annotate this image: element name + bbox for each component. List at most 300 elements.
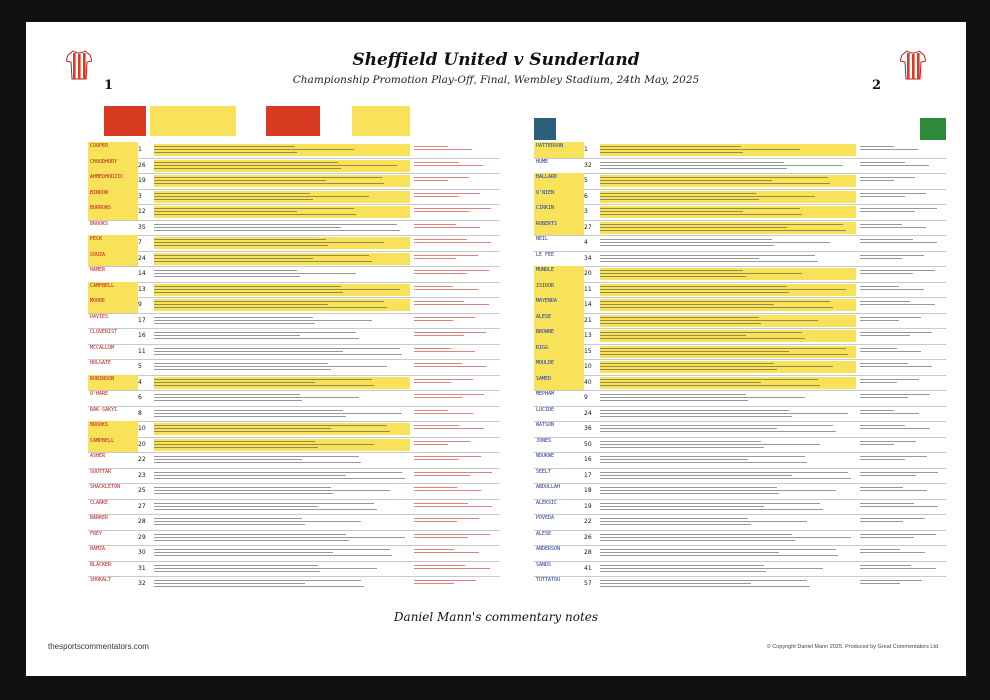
player-row (88, 483, 500, 500)
player-name: SOUZA (88, 251, 138, 267)
player-name: CAMPBELL (88, 437, 138, 453)
side-notes (414, 222, 498, 234)
side-notes (860, 361, 944, 373)
player-row (534, 173, 946, 190)
right-page-header (534, 104, 946, 140)
player-name: CIRKIN (534, 204, 584, 220)
handwritten-notes (154, 532, 410, 544)
handwritten-notes (154, 377, 410, 389)
player-number: 1 (584, 146, 588, 153)
handwritten-notes (600, 485, 856, 497)
player-name: SEELT (536, 468, 552, 475)
player-row (534, 545, 946, 562)
handwritten-notes (600, 237, 856, 249)
player-number: 19 (584, 502, 592, 510)
handwritten-notes (154, 423, 410, 435)
player-name: MOORE (88, 297, 138, 313)
player-name: ALESE (536, 530, 552, 537)
player-name: BALLARD (534, 173, 584, 189)
player-number: 20 (584, 270, 592, 277)
player-row (534, 561, 946, 578)
player-row (88, 344, 500, 361)
player-name: CAMPBELL (88, 282, 138, 298)
player-row (88, 390, 500, 407)
player-row (534, 375, 946, 392)
player-number: 50 (584, 440, 592, 448)
handwritten-notes (600, 315, 856, 327)
player-name: SHACKLETON (90, 484, 121, 490)
player-row (534, 297, 946, 314)
handwritten-notes (600, 330, 856, 342)
player-name: ISIDOR (534, 282, 584, 298)
side-notes (860, 454, 944, 466)
player-row (88, 251, 500, 268)
player-number: 22 (138, 456, 146, 463)
side-notes (414, 144, 498, 156)
player-name: BROOKS (88, 421, 138, 437)
player-name: ROBERTS (534, 220, 584, 236)
handwritten-notes (600, 532, 856, 544)
player-number: 32 (138, 580, 146, 587)
player-name: SANDS (536, 561, 552, 568)
player-row (534, 158, 946, 175)
player-number: 41 (584, 564, 592, 572)
side-notes (414, 315, 498, 327)
player-name: JONES (536, 437, 552, 444)
page-subtitle: Championship Promotion Play-Off, Final, Wembley Stadium, 24th May, 2025 (292, 74, 700, 86)
player-row (534, 142, 946, 159)
handwritten-notes (154, 191, 410, 203)
player-row (534, 483, 946, 500)
sunderland-shirt-icon (900, 50, 926, 80)
player-number: 23 (138, 471, 146, 479)
side-notes (414, 454, 498, 466)
side-notes (860, 222, 944, 234)
side-notes (414, 191, 498, 203)
player-name: MCCALLUM (90, 344, 115, 351)
side-notes (414, 532, 498, 544)
player-name: MUNDLE (534, 266, 584, 282)
player-row (88, 313, 500, 330)
player-name: HAMZA (90, 546, 106, 552)
handwritten-notes (600, 144, 856, 156)
player-number: 10 (584, 363, 592, 370)
player-row (534, 468, 946, 485)
handwritten-notes (600, 423, 856, 435)
player-number: 40 (584, 378, 592, 386)
side-notes (860, 315, 944, 327)
handwritten-notes (600, 392, 856, 404)
side-notes (860, 175, 944, 187)
website-label: thesportscommentators.com (48, 642, 149, 651)
player-row (88, 235, 500, 252)
side-notes (860, 485, 944, 497)
page-number-left: 1 (104, 78, 114, 93)
player-name: HUME (536, 158, 549, 165)
player-row (534, 437, 946, 454)
player-row (534, 189, 946, 206)
player-name: CHOUDHURY (88, 158, 138, 174)
handwritten-notes (154, 470, 410, 482)
player-name: CLARKE (90, 499, 109, 506)
side-notes (414, 377, 498, 389)
player-name: BARKER (90, 515, 109, 521)
player-name: ALEKSIC (536, 499, 558, 506)
side-notes (860, 237, 944, 249)
handwritten-notes (600, 439, 856, 451)
side-notes (860, 501, 944, 513)
player-number: 35 (138, 223, 146, 231)
sheffield-united-notes-page (88, 104, 500, 592)
player-row (534, 421, 946, 438)
player-number: 21 (584, 316, 592, 324)
handwritten-notes (600, 454, 856, 466)
handwritten-notes (154, 222, 410, 234)
player-row (88, 220, 500, 237)
handwritten-notes (600, 547, 856, 559)
player-number: 17 (584, 471, 592, 479)
player-number: 57 (584, 580, 592, 587)
player-name: BLACKER (90, 561, 112, 568)
player-row (88, 158, 500, 175)
side-notes (860, 268, 944, 280)
player-row (88, 297, 500, 314)
player-number: 28 (584, 549, 592, 556)
handwritten-notes (600, 222, 856, 234)
side-notes (414, 346, 498, 358)
handwritten-notes (600, 175, 856, 187)
handwritten-notes (154, 563, 410, 575)
player-number: 18 (584, 487, 592, 494)
player-row (534, 328, 946, 345)
player-row (88, 266, 500, 283)
footer-caption: Daniel Mann's commentary notes (393, 610, 599, 624)
side-notes (414, 330, 498, 342)
handwritten-notes (154, 253, 410, 265)
page-number-right: 2 (872, 78, 882, 93)
player-number: 26 (584, 533, 592, 541)
side-notes (860, 516, 944, 528)
player-number: 11 (584, 285, 592, 293)
player-name: SOUTTAR (90, 468, 112, 475)
left-page-header (88, 104, 500, 140)
copyright-label: © Copyright Daniel Mann 2025. Produced by Great Commentators Ltd (766, 644, 938, 650)
side-notes (860, 346, 944, 358)
player-number: 14 (138, 270, 146, 277)
player-number: 6 (138, 394, 142, 401)
player-row (88, 406, 500, 423)
player-row (88, 437, 500, 454)
player-name: CLOVERIST (90, 329, 118, 335)
player-name: ANDERSON (536, 546, 561, 552)
player-row (534, 406, 946, 423)
player-number: 31 (138, 564, 146, 572)
player-row (88, 375, 500, 392)
player-name: ASHER (90, 453, 106, 459)
player-number: 14 (584, 301, 592, 308)
side-notes (414, 284, 498, 296)
player-row (88, 173, 500, 190)
handwritten-notes (600, 377, 856, 389)
handwritten-notes (600, 191, 856, 203)
player-name: FREY (90, 530, 103, 537)
side-notes (860, 408, 944, 420)
handwritten-notes (600, 206, 856, 218)
player-number: 19 (138, 177, 146, 184)
side-notes (414, 470, 498, 482)
player-row (88, 204, 500, 221)
player-number: 5 (138, 363, 142, 370)
side-notes (860, 299, 944, 311)
player-number: 4 (138, 378, 142, 386)
handwritten-notes (600, 160, 856, 172)
player-row (88, 514, 500, 531)
player-row (534, 251, 946, 268)
handwritten-notes (154, 315, 410, 327)
player-number: 10 (138, 425, 146, 432)
player-name: MEPHAM (536, 391, 555, 397)
handwritten-notes (600, 299, 856, 311)
player-row (88, 452, 500, 469)
handwritten-notes (600, 501, 856, 513)
handwritten-notes (154, 361, 410, 373)
side-notes (414, 361, 498, 373)
handwritten-notes (600, 470, 856, 482)
player-name: BROWNE (534, 328, 584, 344)
side-notes (860, 377, 944, 389)
side-notes (414, 516, 498, 528)
page-title: Sheffield United v Sunderland (352, 50, 640, 70)
handwritten-notes (154, 501, 410, 513)
player-number: 12 (138, 208, 146, 215)
side-notes (414, 206, 498, 218)
player-number: 16 (138, 332, 146, 339)
player-name: SAMED (534, 375, 584, 391)
player-name: O'HARE (90, 391, 109, 397)
side-notes (860, 470, 944, 482)
handwritten-notes (154, 175, 410, 187)
side-notes (860, 206, 944, 218)
player-number: 5 (584, 177, 588, 184)
player-number: 32 (584, 161, 592, 169)
player-number: 27 (138, 502, 146, 510)
player-name: DAVIES (90, 313, 109, 320)
handwritten-notes (154, 485, 410, 497)
player-number: 22 (584, 518, 592, 525)
handwritten-notes (154, 346, 410, 358)
player-number: 26 (138, 161, 146, 169)
player-name: RAK-SAKYI (90, 406, 118, 413)
handwritten-notes (600, 408, 856, 420)
player-row (88, 421, 500, 438)
side-notes (860, 563, 944, 575)
side-notes (414, 485, 498, 497)
handwritten-notes (154, 578, 410, 590)
player-row (88, 142, 500, 159)
player-row (88, 282, 500, 299)
player-number: 20 (138, 440, 146, 448)
side-notes (860, 439, 944, 451)
player-row (88, 468, 500, 485)
player-name: NEIL (536, 236, 549, 242)
handwritten-notes (154, 144, 410, 156)
player-row (534, 235, 946, 252)
side-notes (860, 330, 944, 342)
side-notes (414, 392, 498, 404)
player-name: WATSON (536, 422, 555, 428)
player-name: HAMER (90, 267, 106, 273)
player-name: BURROWS (88, 204, 138, 220)
handwritten-notes (600, 578, 856, 590)
player-row (88, 328, 500, 345)
player-row (534, 313, 946, 330)
player-name: POVEDA (536, 515, 555, 521)
player-row (88, 561, 500, 578)
side-notes (414, 237, 498, 249)
side-notes (414, 423, 498, 435)
handwritten-notes (154, 516, 410, 528)
side-notes (860, 547, 944, 559)
player-number: 9 (138, 301, 142, 308)
player-name: BINDON (88, 189, 138, 205)
player-name: BROOKS (90, 220, 109, 227)
player-row (88, 499, 500, 516)
handwritten-notes (600, 346, 856, 358)
side-notes (860, 144, 944, 156)
player-number: 8 (138, 409, 142, 417)
player-row (534, 452, 946, 469)
player-row (88, 359, 500, 376)
player-row (88, 189, 500, 206)
player-row (88, 576, 500, 592)
player-number: 3 (138, 192, 142, 200)
player-number: 1 (138, 146, 142, 153)
player-name: AHMEDHODZIC (88, 173, 138, 189)
handwritten-notes (154, 547, 410, 559)
player-row (88, 545, 500, 562)
player-name: RIGG (534, 344, 584, 360)
handwritten-notes (154, 160, 410, 172)
side-notes (414, 563, 498, 575)
commentary-sheet (26, 22, 966, 676)
player-name: COOPER (88, 142, 138, 158)
player-row (534, 204, 946, 221)
player-row (534, 530, 946, 547)
side-notes (860, 423, 944, 435)
player-number: 17 (138, 316, 146, 324)
player-row (534, 576, 946, 592)
handwritten-notes (600, 563, 856, 575)
player-number: 13 (138, 285, 146, 293)
player-number: 34 (584, 254, 592, 262)
player-name: ABDULLAH (536, 484, 561, 490)
player-number: 36 (584, 425, 592, 432)
side-notes (860, 532, 944, 544)
player-row (534, 499, 946, 516)
handwritten-notes (154, 454, 410, 466)
player-number: 4 (584, 239, 588, 246)
side-notes (414, 299, 498, 311)
player-name: MAYENDA (534, 297, 584, 313)
handwritten-notes (154, 408, 410, 420)
player-name: TUTTATOU (536, 577, 561, 583)
player-name: O'NIEN (534, 189, 584, 205)
player-row (534, 344, 946, 361)
player-number: 7 (138, 239, 142, 246)
player-row (534, 266, 946, 283)
side-notes (860, 253, 944, 265)
player-number: 27 (584, 223, 592, 231)
side-notes (414, 501, 498, 513)
player-number: 24 (138, 254, 146, 262)
side-notes (414, 160, 498, 172)
side-notes (414, 439, 498, 451)
player-number: 3 (584, 208, 588, 215)
handwritten-notes (154, 392, 410, 404)
handwritten-notes (154, 284, 410, 296)
side-notes (860, 392, 944, 404)
player-name: LE FEE (536, 251, 555, 258)
player-name: MOULDE (534, 359, 584, 375)
sunderland-notes-page (534, 104, 946, 592)
side-notes (414, 408, 498, 420)
player-name: ROBINSON (88, 375, 138, 391)
side-notes (860, 284, 944, 296)
player-row (534, 220, 946, 237)
player-name: PECK (88, 235, 138, 251)
side-notes (860, 160, 944, 172)
side-notes (414, 175, 498, 187)
player-name: NDUKWE (536, 453, 555, 459)
handwritten-notes (154, 330, 410, 342)
player-number: 11 (138, 347, 146, 355)
handwritten-notes (600, 361, 856, 373)
player-name: ALESE (534, 313, 584, 329)
side-notes (414, 547, 498, 559)
player-number: 28 (138, 518, 146, 525)
player-number: 9 (584, 394, 588, 401)
handwritten-notes (154, 299, 410, 311)
player-name: LUCIDE (536, 406, 555, 413)
player-row (534, 390, 946, 407)
player-row (534, 514, 946, 531)
player-name: PATTERSON (534, 142, 584, 158)
sheffield-shirt-icon (66, 50, 92, 80)
player-row (88, 530, 500, 547)
handwritten-notes (600, 516, 856, 528)
player-row (534, 282, 946, 299)
player-name: HOLGATE (90, 360, 112, 366)
side-notes (414, 268, 498, 280)
handwritten-notes (154, 439, 410, 451)
handwritten-notes (154, 268, 410, 280)
handwritten-notes (600, 268, 856, 280)
player-name: SHOKALT (90, 577, 112, 583)
side-notes (414, 578, 498, 590)
handwritten-notes (154, 206, 410, 218)
handwritten-notes (600, 253, 856, 265)
player-number: 13 (584, 332, 592, 339)
player-number: 15 (584, 347, 592, 355)
side-notes (414, 253, 498, 265)
player-number: 6 (584, 192, 588, 200)
handwritten-notes (600, 284, 856, 296)
player-row (534, 359, 946, 376)
handwritten-notes (154, 237, 410, 249)
side-notes (860, 191, 944, 203)
player-number: 25 (138, 487, 146, 494)
player-number: 29 (138, 533, 146, 541)
